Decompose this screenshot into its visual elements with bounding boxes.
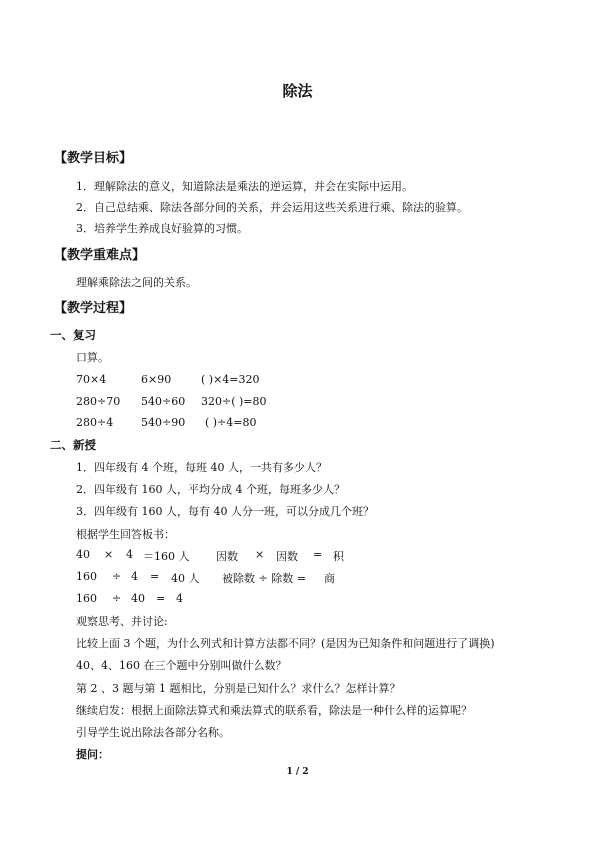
problem-item: 2．四年级有 160 人，平均分成 4 个班，每班多少人？: [76, 483, 345, 496]
equation-cell: ×: [255, 548, 265, 561]
problem-item: 1．四年级有 4 个班，每班 40 人，一共有多少人？: [76, 461, 327, 474]
equation-cell: 因数: [276, 550, 298, 563]
equation-cell: 4: [126, 548, 133, 561]
review-heading: 一、复习: [50, 328, 96, 342]
discussion-line: 40、4、160 在三个题中分别叫做什么数？: [76, 659, 287, 672]
equation-cell: =: [156, 592, 166, 605]
equation-cell: ÷: [112, 592, 122, 605]
goal-item: 2．自己总结乘、除法各部分间的关系，并会运用这些关系进行乘、除法的验算。: [76, 201, 468, 214]
review-intro: 口算。: [76, 351, 109, 364]
key-text: 理解乘除法之间的关系。: [76, 276, 197, 289]
equation-cell: =: [313, 548, 323, 561]
equation-cell: 160: [76, 592, 97, 605]
equation-cell: 40: [76, 548, 90, 561]
equation-cell: ×: [104, 548, 114, 561]
key-heading: 【教学重难点】: [54, 248, 146, 263]
equation-cell: 160: [76, 570, 97, 583]
equation-cell: 4: [131, 570, 138, 583]
review-cell: 70×4: [76, 373, 107, 386]
discussion-line: 比较上面 3 个题，为什么列式和计算方法都不同？(是因为已知条件和问题进行了调换): [76, 637, 495, 650]
review-cell: 6×90: [141, 373, 172, 386]
discussion-line: 引导学生说出除法各部分名称。: [76, 726, 230, 739]
discussion-line: 继续启发：根据上面除法算式和乘法算式的联系看，除法是一种什么样的运算呢？: [76, 704, 472, 717]
goals-heading: 【教学目标】: [54, 151, 133, 166]
goal-item: 3．培养学生养成良好验算的习惯。: [76, 222, 248, 235]
equation-cell: 积: [333, 550, 344, 563]
review-cell: 540÷60: [141, 395, 186, 408]
review-cell: 280÷70: [76, 395, 121, 408]
review-cell: 540÷90: [141, 416, 186, 429]
equation-cell: 40: [131, 592, 145, 605]
page-title: 除法: [282, 82, 313, 100]
equation-cell: ÷: [112, 570, 122, 583]
equation-cell: 4: [176, 592, 183, 605]
goal-item: 1．理解除法的意义，知道除法是乘法的逆运算，并会在实际中运用。: [76, 180, 413, 193]
equation-cell: =: [150, 570, 160, 583]
equation-cell: 商: [324, 572, 335, 585]
review-cell: ( )×4=320: [201, 373, 260, 386]
equation-cell: ＝160 人: [143, 550, 190, 563]
board-intro: 根据学生回答板书：: [76, 528, 175, 541]
review-cell: 320÷( )=80: [201, 395, 267, 408]
discussion-line: 观察思考、并讨论:: [76, 615, 168, 628]
process-heading: 【教学过程】: [54, 301, 133, 316]
equation-cell: 40 人: [171, 572, 200, 585]
discussion-line: 第 2 、3 题与第 1 题相比，分别是已知什么？求什么？怎样计算？: [76, 682, 401, 695]
equation-cell: 被除数 ÷ 除数 =: [222, 572, 306, 585]
new-heading: 二、新授: [50, 438, 96, 452]
problem-item: 3．四年级有 160 人，每有 40 人分一班，可以分成几个班？: [76, 505, 374, 518]
review-cell: ( )÷4=80: [205, 416, 257, 429]
equation-cell: 因数: [216, 550, 238, 563]
question-label: 提问：: [76, 748, 109, 761]
page-number: 1 / 2: [286, 767, 309, 777]
review-cell: 280÷4: [76, 416, 114, 429]
